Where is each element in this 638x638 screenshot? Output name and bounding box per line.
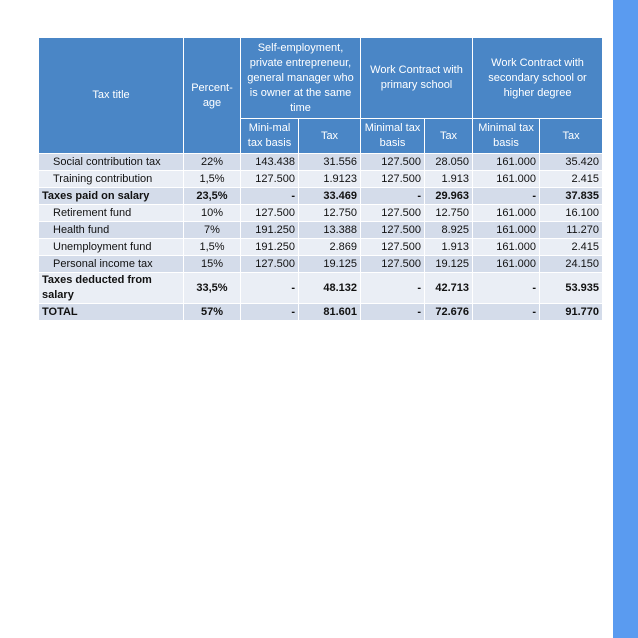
- row-name: Social contribution tax: [39, 154, 184, 171]
- row-self-minimal-basis: 127.500: [241, 171, 299, 188]
- row-secondary-tax: 37.835: [540, 188, 603, 205]
- tax-table: [38, 37, 603, 321]
- row-name: Health fund: [39, 222, 184, 239]
- row-self-minimal-basis: 191.250: [241, 222, 299, 239]
- row-secondary-tax: 24.150: [540, 256, 603, 273]
- row-primary-minimal-basis: -: [361, 188, 425, 205]
- row-primary-tax: 12.750: [425, 205, 473, 222]
- row-secondary-minimal-basis: -: [473, 304, 540, 321]
- header-self-tax: Tax: [299, 119, 361, 154]
- row-self-tax: 1.9123: [299, 171, 361, 188]
- row-self-tax: 33.469: [299, 188, 361, 205]
- row-percentage: 7%: [184, 222, 241, 239]
- row-secondary-tax: 35.420: [540, 154, 603, 171]
- row-secondary-minimal-basis: -: [473, 273, 540, 304]
- row-secondary-minimal-basis: 161.000: [473, 154, 540, 171]
- row-secondary-minimal-basis: 161.000: [473, 239, 540, 256]
- header-secondary-tax: Tax: [540, 119, 603, 154]
- row-self-tax: 19.125: [299, 256, 361, 273]
- table-row: [39, 154, 603, 171]
- table-row: [39, 239, 603, 256]
- table-row-subtotal: [39, 188, 603, 205]
- row-primary-tax: 42.713: [425, 273, 473, 304]
- row-primary-tax: 72.676: [425, 304, 473, 321]
- row-self-minimal-basis: 127.500: [241, 256, 299, 273]
- row-percentage: 57%: [184, 304, 241, 321]
- row-secondary-tax: 11.270: [540, 222, 603, 239]
- row-name: Training contribution: [39, 171, 184, 188]
- row-self-tax: 2.869: [299, 239, 361, 256]
- row-primary-minimal-basis: 127.500: [361, 205, 425, 222]
- row-name: Taxes paid on salary: [39, 188, 184, 205]
- header-row-1: [39, 38, 603, 119]
- header-percentage: Percent-age: [184, 38, 241, 154]
- row-name: TOTAL: [39, 304, 184, 321]
- row-self-tax: 31.556: [299, 154, 361, 171]
- header-primary-tax: Tax: [425, 119, 473, 154]
- row-secondary-minimal-basis: -: [473, 188, 540, 205]
- table-row: [39, 205, 603, 222]
- row-primary-minimal-basis: 127.500: [361, 239, 425, 256]
- row-primary-minimal-basis: 127.500: [361, 154, 425, 171]
- row-secondary-minimal-basis: 161.000: [473, 256, 540, 273]
- row-percentage: 10%: [184, 205, 241, 222]
- row-secondary-tax: 2.415: [540, 239, 603, 256]
- row-secondary-tax: 91.770: [540, 304, 603, 321]
- table-row: [39, 222, 603, 239]
- row-percentage: 1,5%: [184, 239, 241, 256]
- row-self-tax: 12.750: [299, 205, 361, 222]
- row-self-minimal-basis: 191.250: [241, 239, 299, 256]
- row-primary-tax: 28.050: [425, 154, 473, 171]
- row-secondary-tax: 16.100: [540, 205, 603, 222]
- row-percentage: 22%: [184, 154, 241, 171]
- row-primary-tax: 1.913: [425, 171, 473, 188]
- row-secondary-tax: 53.935: [540, 273, 603, 304]
- row-self-tax: 13.388: [299, 222, 361, 239]
- row-self-minimal-basis: 127.500: [241, 205, 299, 222]
- row-self-minimal-basis: -: [241, 273, 299, 304]
- row-primary-minimal-basis: -: [361, 273, 425, 304]
- table-row-total: [39, 304, 603, 321]
- header-tax-title: Tax title: [39, 38, 184, 154]
- header-primary-minimal-basis: Minimal tax basis: [361, 119, 425, 154]
- header-self-employment: Self-employment, private entrepreneur, general manager who is owner at the same time: [241, 38, 361, 119]
- row-primary-minimal-basis: 127.500: [361, 256, 425, 273]
- header-self-minimal-basis: Mini-mal tax basis: [241, 119, 299, 154]
- row-primary-tax: 19.125: [425, 256, 473, 273]
- row-percentage: 15%: [184, 256, 241, 273]
- row-self-tax: 81.601: [299, 304, 361, 321]
- row-percentage: 1,5%: [184, 171, 241, 188]
- table-row-subtotal: [39, 273, 603, 304]
- row-name: Taxes deducted from salary: [39, 273, 184, 304]
- header-work-contract-primary: Work Contract with primary school: [361, 38, 473, 119]
- row-name: Personal income tax: [39, 256, 184, 273]
- row-primary-minimal-basis: 127.500: [361, 222, 425, 239]
- side-accent-bar: [613, 0, 638, 638]
- row-secondary-minimal-basis: 161.000: [473, 171, 540, 188]
- row-self-minimal-basis: 143.438: [241, 154, 299, 171]
- row-secondary-tax: 2.415: [540, 171, 603, 188]
- row-self-tax: 48.132: [299, 273, 361, 304]
- row-primary-tax: 1.913: [425, 239, 473, 256]
- header-work-contract-secondary: Work Contract with secondary school or higher degree: [473, 38, 603, 119]
- row-percentage: 23,5%: [184, 188, 241, 205]
- row-primary-minimal-basis: 127.500: [361, 171, 425, 188]
- row-self-minimal-basis: -: [241, 188, 299, 205]
- table-row: [39, 256, 603, 273]
- row-secondary-minimal-basis: 161.000: [473, 222, 540, 239]
- row-primary-minimal-basis: -: [361, 304, 425, 321]
- row-primary-tax: 29.963: [425, 188, 473, 205]
- row-secondary-minimal-basis: 161.000: [473, 205, 540, 222]
- row-name: Retirement fund: [39, 205, 184, 222]
- row-self-minimal-basis: -: [241, 304, 299, 321]
- row-percentage: 33,5%: [184, 273, 241, 304]
- row-primary-tax: 8.925: [425, 222, 473, 239]
- table-row: [39, 171, 603, 188]
- header-secondary-minimal-basis: Minimal tax basis: [473, 119, 540, 154]
- row-name: Unemployment fund: [39, 239, 184, 256]
